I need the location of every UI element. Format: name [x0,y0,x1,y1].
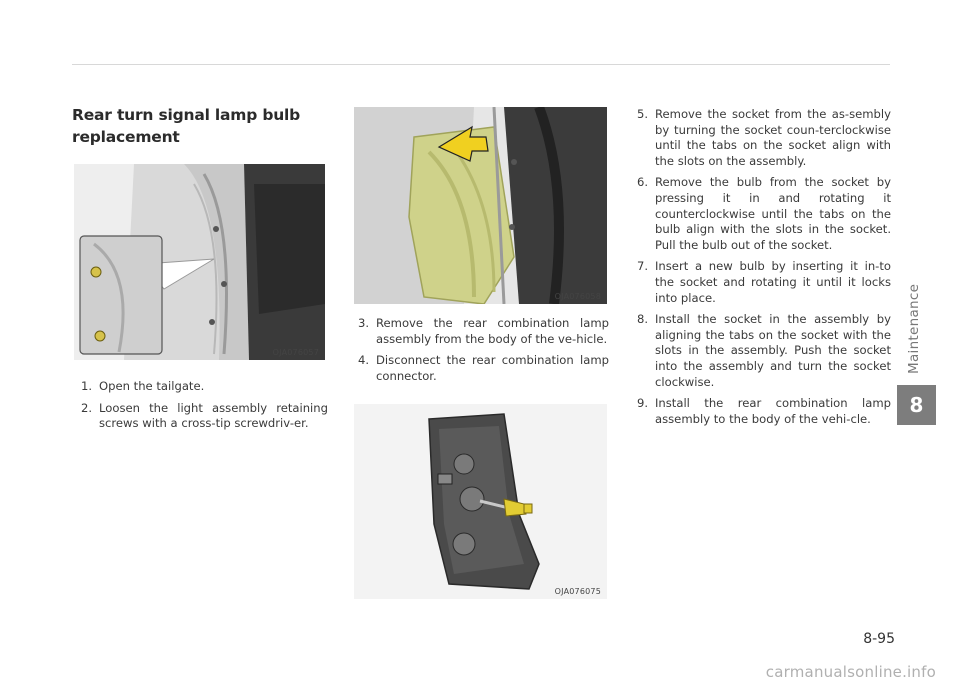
step-number: 2. [81,400,93,415]
step-number: 6. [637,175,649,190]
step-item [637,175,891,253]
step-number: 9. [637,396,649,411]
tailgate-illustration [74,164,325,360]
step-text: Remove the rear combination lamp assembly from the body of the ve-hicle. [376,316,609,346]
step-text: Disconnect the rear combination lamp connector. [376,353,609,383]
step-item [81,401,328,432]
section-side-label: Maintenance [906,283,922,375]
steps-column-1 [81,379,328,438]
step-item [81,379,328,395]
step-number: 4. [358,353,370,368]
section-heading: Rear turn signal lamp bulb replacement [72,106,301,146]
steps-column-3 [637,107,891,433]
steps-column-2 [358,316,609,390]
step-text: Remove the socket from the as-sembly by turning the socket coun-terclockwise until the tabs on the socket align with the slots on the assembly. [655,107,891,168]
step-text: Install the socket in the assembly by aligning the tabs on the socket with the slots in the assembly. Push the socket into the assembly and turn the socket clockwise. [655,312,891,389]
lamp-assembly-illustration [354,107,607,304]
step-number: 7. [637,259,649,274]
figure-lamp-assembly-removal [354,107,607,304]
step-number: 5. [637,107,649,121]
step-item [637,396,891,427]
step-number: 1. [81,379,93,393]
step-text: Remove the bulb from the socket by pressing it in and rotating it counterclockwise until the tabs on the bulb align with the slots in the socket. Pull the bulb out of the socket. [655,175,891,252]
top-rule [72,64,890,65]
watermark: carmanualsonline.info [765,663,936,681]
step-text: Install the rear combination lamp assembly to the body of the vehi-cle. [655,396,891,426]
figure-code: OJA076058 [554,292,601,301]
page-number: 8-95 [863,631,895,647]
chapter-tab[interactable]: 8 [897,385,936,425]
step-number: 8. [637,312,649,327]
step-item [637,107,891,169]
step-text: Open the tailgate. [99,379,205,393]
lamp-rear-illustration [354,404,607,599]
step-item [637,312,891,390]
step-item [637,259,891,306]
step-item [358,353,609,384]
figure-code: OJA076075 [554,587,601,596]
step-text: Insert a new bulb by inserting it in-to the socket and rotating it until it locks into place. [655,259,891,305]
step-number: 3. [358,316,370,330]
figure-lamp-connector [354,404,607,599]
step-text: Loosen the light assembly retaining screws with a cross-tip screwdriv-er. [99,400,328,431]
figure-tailgate-screws [74,164,325,360]
step-item [358,316,609,347]
figure-code: OJA076057 [272,348,319,357]
